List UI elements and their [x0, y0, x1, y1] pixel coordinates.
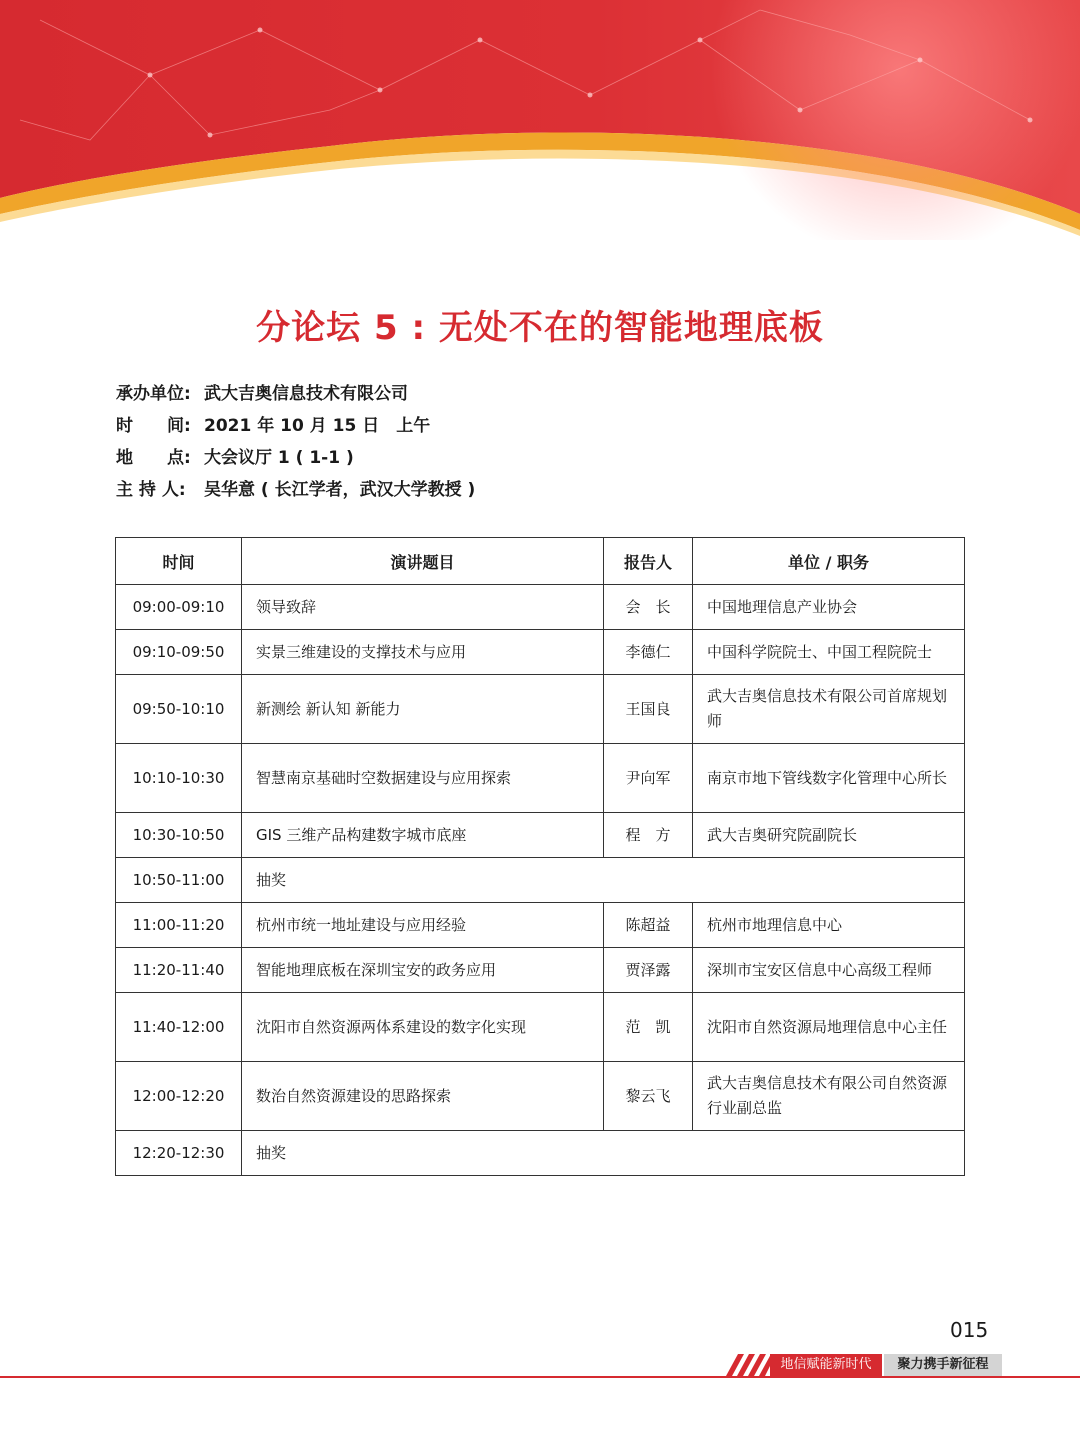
cell-organization: 中国科学院院士、中国工程院院士	[693, 630, 965, 675]
table-row	[116, 813, 965, 858]
footer-stripes-icon	[716, 1354, 776, 1376]
info-label: 地 点:	[116, 448, 191, 468]
table-row	[116, 903, 965, 948]
info-label: 主 持 人:	[116, 480, 186, 500]
cell-time: 10:50-11:00	[116, 858, 242, 903]
footer-divider	[0, 1376, 1080, 1378]
cell-organization: 武大吉奥研究院副院长	[693, 813, 965, 858]
table-row	[116, 585, 965, 630]
cell-topic: 抽奖	[242, 1131, 965, 1176]
info-value: 大会议厅 1 ( 1-1 )	[204, 448, 354, 468]
table-row	[116, 1131, 965, 1176]
cell-topic: 新测绘 新认知 新能力	[242, 675, 604, 744]
cell-time: 12:00-12:20	[116, 1062, 242, 1131]
cell-speaker: 程 方	[604, 813, 693, 858]
cell-organization: 南京市地下管线数字化管理中心所长	[693, 744, 965, 813]
schedule-table	[115, 537, 965, 1176]
cell-topic: 数治自然资源建设的思路探索	[242, 1062, 604, 1131]
table-row	[116, 630, 965, 675]
footer-tag-right: 聚力携手新征程	[884, 1354, 1002, 1376]
header-banner	[0, 0, 1080, 240]
cell-time: 12:20-12:30	[116, 1131, 242, 1176]
cell-speaker: 会 长	[604, 585, 693, 630]
info-value: 武大吉奥信息技术有限公司	[204, 384, 408, 404]
cell-time: 09:50-10:10	[116, 675, 242, 744]
cell-organization: 杭州市地理信息中心	[693, 903, 965, 948]
cell-speaker: 贾泽露	[604, 948, 693, 993]
cell-speaker: 王国良	[604, 675, 693, 744]
table-row	[116, 744, 965, 813]
cell-time: 09:00-09:10	[116, 585, 242, 630]
cell-time: 11:00-11:20	[116, 903, 242, 948]
cell-topic: GIS 三维产品构建数字城市底座	[242, 813, 604, 858]
cell-speaker: 李德仁	[604, 630, 693, 675]
header-speaker: 报告人	[604, 538, 693, 585]
table-row	[116, 858, 965, 903]
header-topic: 演讲题目	[242, 538, 604, 585]
cell-topic: 杭州市统一地址建设与应用经验	[242, 903, 604, 948]
cell-topic: 实景三维建设的支撑技术与应用	[242, 630, 604, 675]
cell-topic: 抽奖	[242, 858, 965, 903]
cell-time: 11:40-12:00	[116, 993, 242, 1062]
info-row-host	[116, 474, 475, 506]
table-row	[116, 675, 965, 744]
cell-topic: 智慧南京基础时空数据建设与应用探索	[242, 744, 604, 813]
cell-speaker: 陈超益	[604, 903, 693, 948]
forum-title: 分论坛 5 : 无处不在的智能地理底板	[256, 308, 824, 348]
cell-organization: 沈阳市自然资源局地理信息中心主任	[693, 993, 965, 1062]
cell-organization: 深圳市宝安区信息中心高级工程师	[693, 948, 965, 993]
header-time: 时间	[116, 538, 242, 585]
page-number: 015	[950, 1318, 989, 1342]
cell-organization: 武大吉奥信息技术有限公司首席规划师	[693, 675, 965, 744]
info-label: 时 间:	[116, 416, 191, 436]
info-row-organizer	[116, 378, 475, 410]
cell-topic: 沈阳市自然资源两体系建设的数字化实现	[242, 993, 604, 1062]
footer-tag-left: 地信赋能新时代	[770, 1354, 882, 1376]
cell-organization: 武大吉奥信息技术有限公司自然资源行业副总监	[693, 1062, 965, 1131]
info-row-location	[116, 442, 475, 474]
table-row	[116, 993, 965, 1062]
cell-time: 10:30-10:50	[116, 813, 242, 858]
cell-time: 10:10-10:30	[116, 744, 242, 813]
cell-time: 09:10-09:50	[116, 630, 242, 675]
table-row	[116, 948, 965, 993]
info-label: 承办单位:	[116, 384, 191, 404]
cell-speaker: 黎云飞	[604, 1062, 693, 1131]
cell-speaker: 范 凯	[604, 993, 693, 1062]
forum-info	[116, 378, 475, 506]
info-row-time	[116, 410, 475, 442]
header-organization: 单位 / 职务	[693, 538, 965, 585]
cell-speaker: 尹向军	[604, 744, 693, 813]
cell-topic: 智能地理底板在深圳宝安的政务应用	[242, 948, 604, 993]
info-value: 2021 年 10 月 15 日 上午	[204, 416, 431, 436]
cell-organization: 中国地理信息产业协会	[693, 585, 965, 630]
cell-topic: 领导致辞	[242, 585, 604, 630]
table-row	[116, 1062, 965, 1131]
cell-time: 11:20-11:40	[116, 948, 242, 993]
table-header-row	[116, 538, 965, 585]
info-value: 吴华意 ( 长江学者，武汉大学教授 )	[204, 480, 476, 500]
